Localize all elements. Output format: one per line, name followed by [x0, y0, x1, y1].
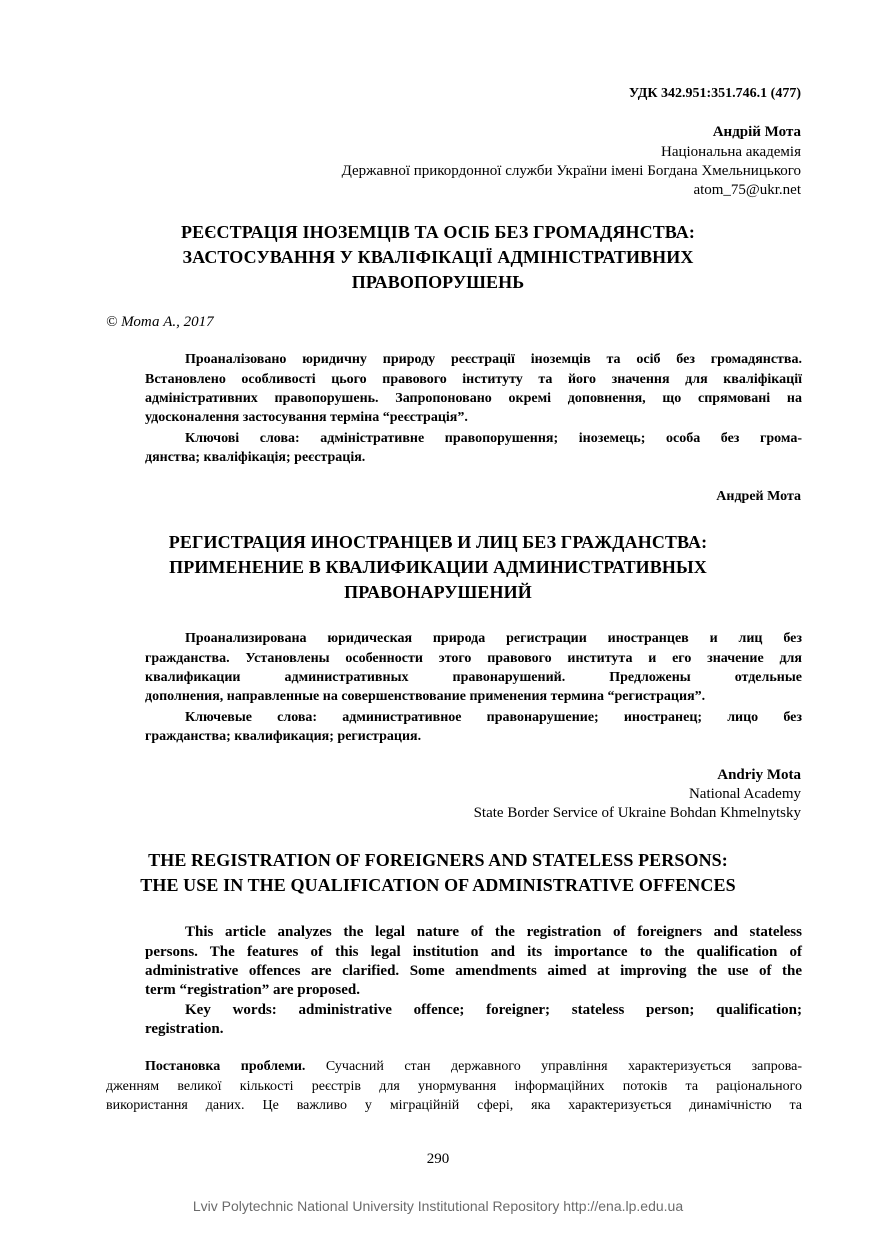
en-abstract-line4: term “registration” are proposed. — [145, 982, 360, 998]
en-abstract-line2: persons. The features of this legal institution and its importance to the qualification of — [145, 944, 802, 960]
ru-author-name: Андрей Мота — [716, 489, 801, 504]
ua-author-name: Андрій Мота — [712, 124, 801, 140]
en-keywords-line2: registration. — [145, 1021, 224, 1037]
body-line1-text: Сучасний стан державного управління характеризується запрова- — [305, 1059, 802, 1074]
ua-keywords-line2: дянства; кваліфікація; реєстрація. — [145, 450, 366, 465]
ru-abstract-line3: квалификации административных правонарушений. Предложены отдельные — [145, 670, 802, 685]
ua-abstract-line1: Проаналізовано юридичну природу реєстрації іноземців та осіб без громадянства. — [185, 352, 802, 367]
en-keywords-line1: Key words: administrative offence; foreigner; stateless person; qualification; — [185, 1002, 802, 1018]
ru-title-line1: РЕГИСТРАЦИЯ ИНОСТРАНЦЕВ И ЛИЦ БЕЗ ГРАЖДАНСТВА: — [168, 532, 708, 552]
ru-title-line3: ПРАВОНАРУШЕНИЙ — [344, 582, 532, 602]
ru-keywords-line1: Ключевые слова: административное правонарушение; иностранец; лицо без — [185, 710, 802, 725]
ua-abstract-line4: удосконалення застосування терміна “реєстрація”. — [145, 410, 468, 425]
body-paragraph-line2: дженням великої кількості реєстрів для унормування інформаційних потоків та раціонального — [106, 1079, 802, 1094]
ua-title-line3: ПРАВОПОРУШЕНЬ — [351, 272, 525, 292]
body-paragraph-line3: використання даних. Це важливо у міграційній сфері, яка характеризується динамічністю та — [106, 1098, 802, 1113]
ru-abstract-line1: Проанализирована юридическая природа регистрации иностранцев и лиц без — [185, 631, 802, 646]
ua-email: atom_75@ukr.net — [693, 182, 801, 198]
page-number: 290 — [426, 1151, 450, 1167]
en-affiliation-line2: State Border Service of Ukraine Bohdan Khmelnytsky — [473, 805, 801, 821]
ua-affiliation-line2: Державної прикордонної служби України імені Богдана Хмельницького — [341, 163, 801, 179]
ua-keywords-line1: Ключові слова: адміністративне правопорушення; іноземець; особа без грома- — [185, 431, 802, 446]
ru-abstract-line4: дополнения, направленные на совершенствование применения термина “регистрация”. — [145, 689, 706, 704]
udc-code: УДК 342.951:351.746.1 (477) — [628, 86, 801, 101]
en-abstract-line3: administrative offences are clarified. Some amendments aimed at improving the use of the — [145, 963, 802, 979]
en-title-line2: THE USE IN THE QUALIFICATION OF ADMINISTRATIVE OFFENCES — [140, 875, 736, 895]
en-affiliation-line1: National Academy — [688, 786, 801, 802]
en-title-line1: THE REGISTRATION OF FOREIGNERS AND STATELESS PERSONS: — [148, 850, 728, 870]
ua-title-line1: РЕЄСТРАЦІЯ ІНОЗЕМЦІВ ТА ОСІБ БЕЗ ГРОМАДЯНСТВА: — [181, 222, 695, 242]
ru-keywords-line2: гражданства; квалификация; регистрация. — [145, 729, 422, 744]
repository-footer: Lviv Polytechnic National University Institutional Repository http://ena.lp.edu.ua — [192, 1198, 684, 1214]
ua-title-line2: ЗАСТОСУВАННЯ У КВАЛІФІКАЦІЇ АДМІНІСТРАТИВНИХ — [182, 247, 694, 267]
ru-abstract-line2: гражданства. Установлены особенности этого правового института и его значение для — [145, 651, 802, 666]
en-abstract-line1: This article analyzes the legal nature of the registration of foreigners and stateless — [185, 924, 802, 940]
ru-title-line2: ПРИМЕНЕНИЕ В КВАЛИФИКАЦИИ АДМИНИСТРАТИВНЫХ — [169, 557, 707, 577]
copyright: © Мота А., 2017 — [106, 314, 214, 330]
en-author-name: Andriy Mota — [717, 767, 801, 783]
body-paragraph-line1 — [145, 1059, 802, 1075]
ua-affiliation-line1: Національна академія — [661, 144, 801, 160]
body-heading: Постановка проблеми. — [145, 1059, 306, 1074]
ua-abstract-line3: адміністративних правопорушень. Запропоновано окремі доповнення, що спрямовані на — [145, 391, 802, 406]
ua-abstract-line2: Встановлено особливості цього правового інституту та його значення для кваліфікації — [145, 372, 802, 387]
